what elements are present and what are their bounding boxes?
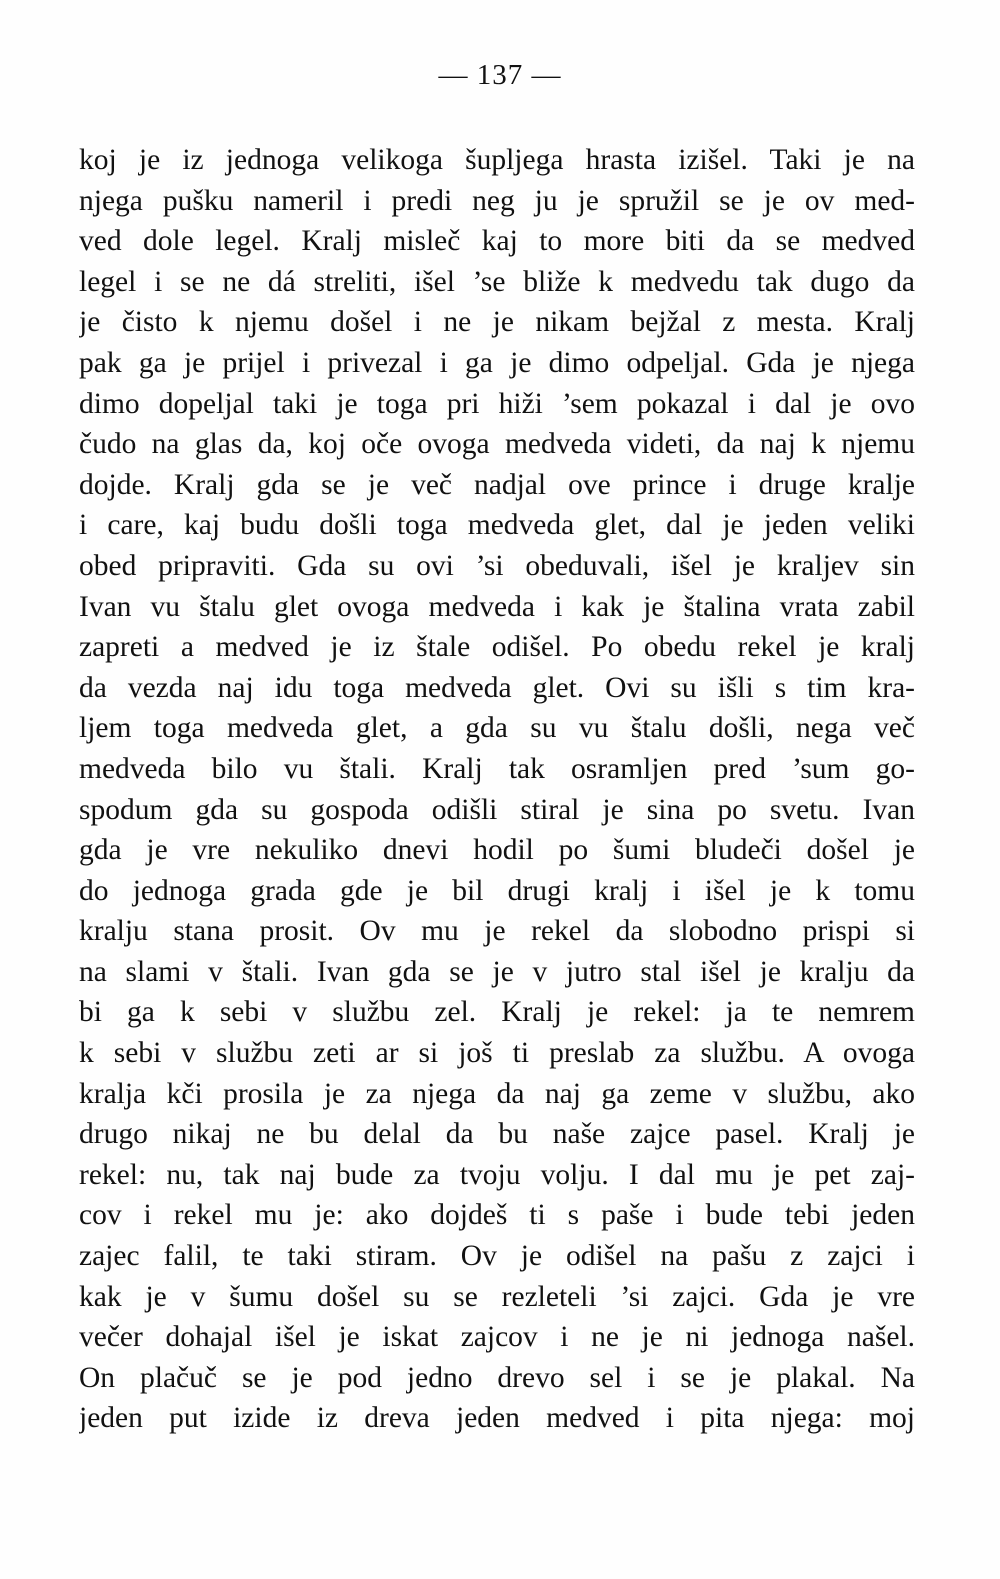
text-line: rekel: nu, tak naj bude za tvoju volju. I dal mu je pet zaj- <box>79 1158 915 1191</box>
text-line: na slami v štali. Ivan gda se je v jutro stal išel je kralju da <box>79 955 915 988</box>
text-line: da vezda naj idu toga medveda glet. Ovi su išli s tim kra- <box>79 671 915 704</box>
text-line: pak ga je prijel i privezal i ga je dimo odpeljal. Gda je njega <box>79 346 915 379</box>
text-line: kralju stana prosit. Ov mu je rekel da slobodno prispi si <box>79 915 915 948</box>
text-line: bi ga k sebi v službu zel. Kralj je rekel: ja te nemrem <box>79 996 915 1029</box>
text-line: cov i rekel mu je: ako dojdeš ti s paše i bude tebi jeden <box>79 1199 915 1232</box>
body-text <box>79 140 915 1439</box>
text-line: zajec falil, te taki stiram. Ov je odišel na pašu z zajci i <box>79 1240 915 1273</box>
text-line: legel i se ne dá streliti, išel ’se bliže k medvedu tak dugo da <box>79 265 915 298</box>
text-line: njega pušku nameril i predi neg ju je spružil se je ov med- <box>79 184 915 217</box>
text-line: dimo dopeljal taki je toga pri hiži ’sem pokazal i dal je ovo <box>79 387 915 420</box>
text-line: medveda bilo vu štali. Kralj tak osramljen pred ’sum go- <box>79 752 915 785</box>
text-line: drugo nikaj ne bu delal da bu naše zajce pasel. Kralj je <box>79 1118 915 1151</box>
text-line: je čisto k njemu došel i ne je nikam bejžal z mesta. Kralj <box>79 306 915 339</box>
text-line: koj je iz jednoga velikoga šupljega hrasta izišel. Taki je na <box>79 144 915 176</box>
text-line: Ivan vu štalu glet ovoga medveda i kak je štalina vrata zabil <box>79 590 915 623</box>
text-line: ved dole legel. Kralj misleč kaj to more biti da se medved <box>79 225 915 258</box>
text-line: k sebi v službu zeti ar si još ti preslab za službu. A ovoga <box>79 1037 915 1070</box>
text-line: obed pripraviti. Gda su ovi ’si obeduvali, išel je kraljev sin <box>79 549 915 582</box>
text-line: gda je vre nekuliko dnevi hodil po šumi bludeči došel je <box>79 834 915 867</box>
text-line: zapreti a medved je iz štale odišel. Po obedu rekel je kralj <box>79 631 915 664</box>
text-line: ljem toga medveda glet, a gda su vu štalu došli, nega več <box>79 712 915 745</box>
text-line: kralja kči prosila je za njega da naj ga zeme v službu, ako <box>79 1077 915 1110</box>
text-line: čudo na glas da, koj oče ovoga medveda videti, da naj k njemu <box>79 428 915 461</box>
text-line: spodum gda su gospoda odišli stiral je sina po svetu. Ivan <box>79 793 915 826</box>
text-line: do jednoga grada gde je bil drugi kralj i išel je k tomu <box>79 874 915 907</box>
text-line: kak je v šumu došel su se rezleteli ’si zajci. Gda je vre <box>79 1280 915 1313</box>
text-line: i care, kaj budu došli toga medveda glet, dal je jeden veliki <box>79 509 915 542</box>
page-number: — 137 — <box>438 59 562 91</box>
text-line: jeden put izide iz dreva jeden medved i pita njega: moj <box>79 1402 915 1435</box>
text-line: dojde. Kralj gda se je več nadjal ove prince i druge kralje <box>79 468 915 501</box>
text-line: On plačuč se je pod jedno drevo sel i se je plakal. Na <box>79 1361 915 1394</box>
text-line: večer dohajal išel je iskat zajcov i ne je ni jednoga našel. <box>79 1321 915 1354</box>
